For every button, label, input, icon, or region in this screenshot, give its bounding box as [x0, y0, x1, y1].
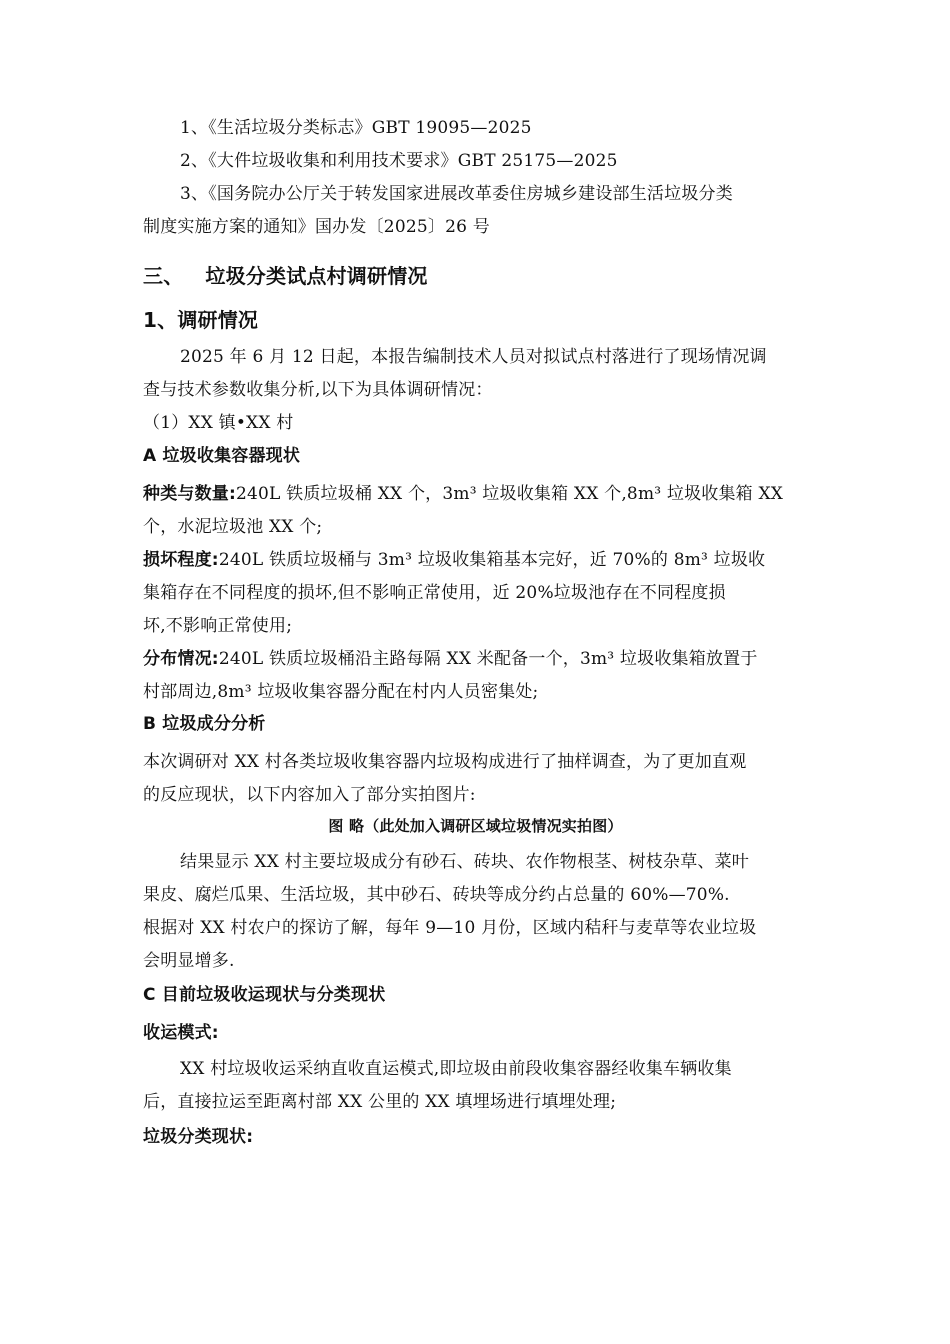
part-b-heading: B 垃圾成分分析 [143, 714, 266, 734]
distribution-label: 分布情况: [143, 649, 219, 669]
results-line-4: 会明显增多. [143, 951, 235, 971]
subsection-heading: 1、调研情况 [143, 308, 259, 332]
part-c-heading: C 目前垃圾收运现状与分类现状 [143, 985, 386, 1005]
distribution-line-2: 村部周边,8m³ 垃圾收集容器分配在村内人员密集处; [143, 682, 539, 702]
damage-text: 240L 铁质垃圾桶与 3m³ 垃圾收集箱基本完好，近 70%的 8m³ 垃圾收 [218, 550, 766, 570]
damage-line-2: 集箱存在不同程度的损坏,但不影响正常使用，近 20%垃圾池存在不同程度损 [143, 583, 726, 603]
mode-label: 收运模式: [143, 1023, 219, 1043]
types-line-1 [143, 484, 808, 504]
survey-line-1: 本次调研对 XX 村各类垃圾收集容器内垃圾构成进行了抽样调查，为了更加直观 [143, 752, 747, 772]
damage-label: 损坏程度: [143, 550, 219, 570]
damage-line-3: 坏,不影响正常使用; [143, 616, 293, 636]
types-line-2: 个，水泥垃圾池 XX 个; [143, 517, 323, 537]
results-line-1: 结果显示 XX 村主要垃圾成分有砂石、砖块、农作物根茎、树枝杂草、菜叶 [180, 852, 750, 872]
distribution-line-1 [143, 649, 808, 669]
section-number: 三、 [143, 264, 184, 288]
reference-1: 1、《生活垃圾分类标志》GBT 19095—2025 [180, 118, 532, 138]
results-line-3: 根据对 XX 村农户的探访了解，每年 9—10 月份，区域内秸秆与麦草等农业垃圾 [143, 918, 757, 938]
section-title: 垃圾分类试点村调研情况 [205, 264, 428, 288]
types-label: 种类与数量: [143, 484, 236, 504]
distribution-text: 240L 铁质垃圾桶沿主路每隔 XX 米配备一个，3m³ 垃圾收集箱放置于 [218, 649, 758, 669]
types-text: 240L 铁质垃圾桶 XX 个，3m³ 垃圾收集箱 XX 个,8m³ 垃圾收集箱 XX [236, 484, 784, 504]
section-heading [143, 264, 808, 288]
reference-2: 2、《大件垃圾收集和利用技术要求》GBT 25175—2025 [180, 151, 618, 171]
intro-line-1: 2025 年 6 月 12 日起，本报告编制技术人员对拟试点村落进行了现场情况调 [180, 347, 767, 367]
survey-line-2: 的反应现状，以下内容加入了部分实拍图片: [143, 785, 476, 805]
mode-line-2: 后，直接拉运至距离村部 XX 公里的 XX 填埋场进行填埋处理; [143, 1092, 617, 1112]
reference-3: 3、《国务院办公厅关于转发国家进展改革委住房城乡建设部生活垃圾分类 [180, 184, 733, 204]
village-label: （1）XX 镇•XX 村 [143, 413, 294, 433]
sort-label: 垃圾分类现状: [143, 1127, 254, 1147]
damage-line-1 [143, 550, 808, 570]
part-a-heading: A 垃圾收集容器现状 [143, 446, 301, 466]
reference-3-cont: 制度实施方案的通知》国办发〔2025〕26 号 [143, 217, 490, 237]
results-line-2: 果皮、腐烂瓜果、生活垃圾，其中砂石、砖块等成分约占总量的 60%—70%. [143, 885, 730, 905]
intro-line-2: 查与技术参数收集分析,以下为具体调研情况： [143, 380, 493, 400]
figure-caption: 图 略（此处加入调研区域垃圾情况实拍图） [328, 817, 623, 835]
mode-line-1: XX 村垃圾收运采纳直收直运模式,即垃圾由前段收集容器经收集车辆收集 [180, 1059, 732, 1079]
